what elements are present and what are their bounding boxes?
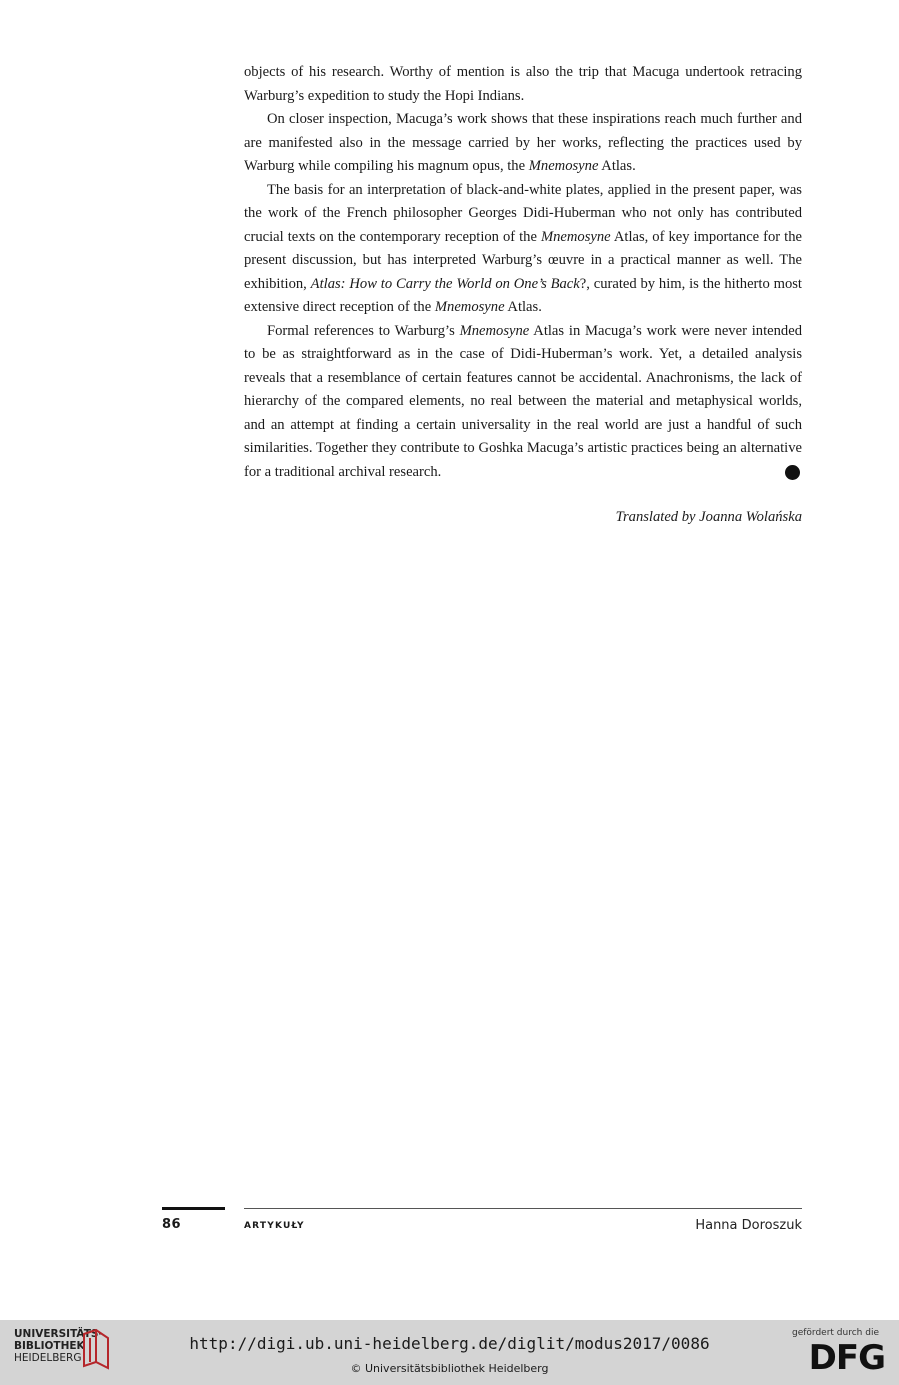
italic-title: Mnemosyne (540, 228, 611, 245)
paragraph-3: The basis for an interpretation of black-and-white plates, applied in the present paper, was the work of the French philosopher Georges Didi-Huberman who not only has contributed crucial texts on the contemporary reception of the Mnemosyne Atlas, of key importance for the present discussion, but has interpreted Warburg’s œuvre in a practical manner as well. The exhibition, Atlas: How to Carry the World on One’s Back?, curated by him, is the hitherto most extensive direct reception of the Mnemosyne Atlas. (244, 181, 802, 315)
italic-title: Mnemosyne (459, 322, 530, 339)
footer-rule-short (162, 1207, 225, 1210)
running-author: Hanna Doroszuk (695, 1218, 802, 1233)
paragraph-2: On closer inspection, Macuga’s work shows that these inspirations reach much further and are manifested also in the message carried by her works, reflecting the practices used by Warburg while compiling his magnum opus, the Mnemosyne Atlas. (244, 111, 802, 174)
italic-title: Atlas: How to Carry the World on One’s Back (310, 275, 580, 292)
italic-title: Mnemosyne (528, 158, 599, 174)
italic-title: Mnemosyne (434, 299, 505, 315)
translator-credit: Translated by Joanna Wolańska (615, 509, 802, 525)
library-footer-bar (0, 1320, 899, 1385)
paragraph-1: objects of his research. Worthy of mention is also the trip that Macuga undertook retracing Warburg’s expedition to study the Hopi Indians. (244, 64, 802, 104)
dfg-logo: DFG (808, 1338, 885, 1378)
funding-note: gefördert durch die (792, 1328, 879, 1338)
permalink-url[interactable]: http://digi.ub.uni-heidelberg.de/diglit/modus2017/0086 (189, 1334, 710, 1353)
library-logo-text: UNIVERSITÄTS- BIBLIOTHEK HEIDELBERG (14, 1328, 103, 1364)
page-number: 86 (162, 1217, 182, 1232)
section-name: ARTYKUŁY (244, 1221, 305, 1231)
copyright-notice: © Universitätsbibliothek Heidelberg (350, 1362, 549, 1375)
paragraph-4: Formal references to Warburg’s Mnemosyne Atlas in Macuga’s work were never intended to be as straightforward as in the case of Didi-Huberman’s work. Yet, a detailed analysis reveals that a resemblance of certain features cannot be accidental. Anachronisms, the lack of hierarchy of the compared elements, no real between the material and metaphysical worlds, and an attempt at finding a certain universality in the real world are just a handful of such similarities. Together they contribute to Goshka Macuga’s artistic practices being an alternative for a traditional archival research. (244, 322, 802, 480)
end-of-article-icon (785, 465, 800, 480)
footer-rule-long (244, 1208, 802, 1209)
article-body (244, 61, 802, 484)
